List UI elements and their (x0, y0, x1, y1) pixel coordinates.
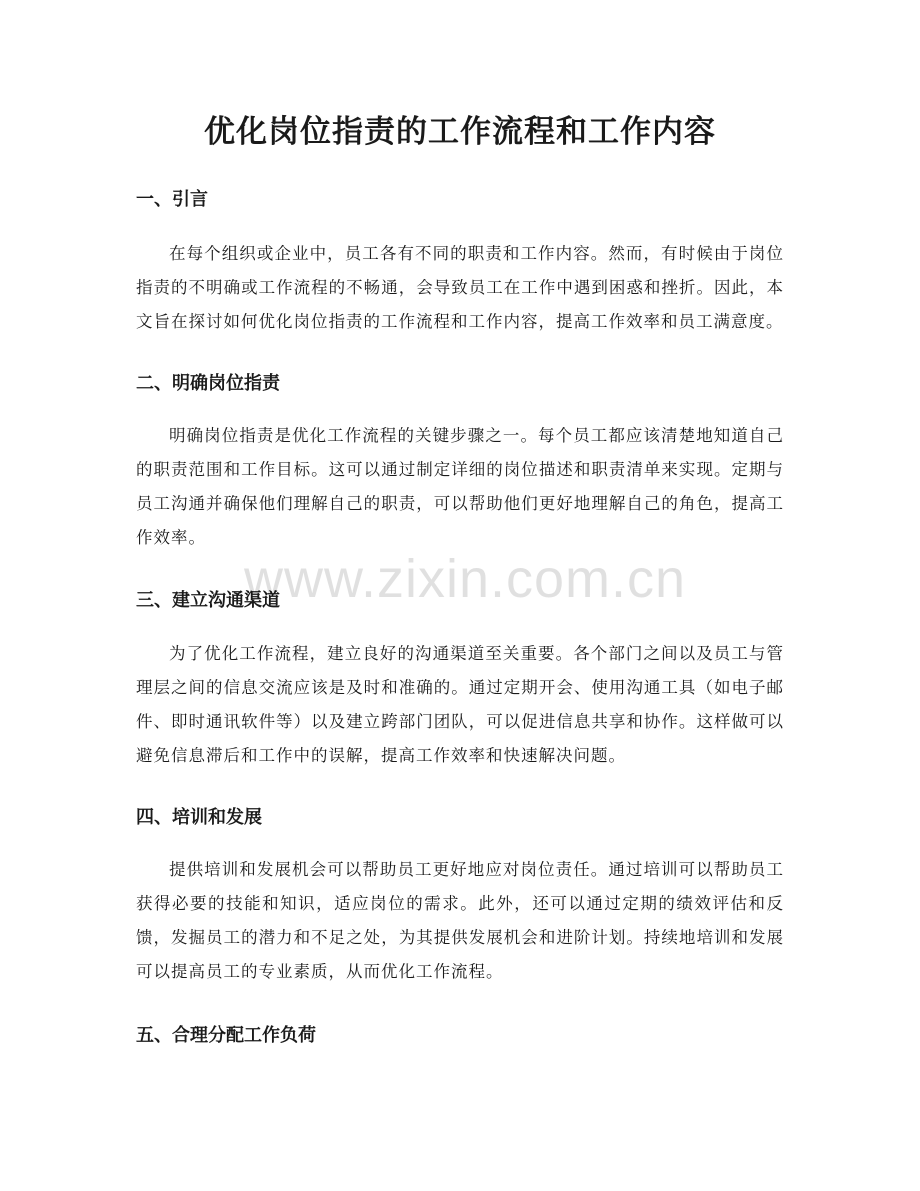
section-workload-allocation (136, 1021, 784, 1051)
section-heading: 三、建立沟通渠道 (136, 590, 280, 611)
section-communication-channels (136, 586, 784, 773)
section-heading: 一、引言 (136, 189, 208, 210)
section-paragraph: 明确岗位指责是优化工作流程的关键步骤之一。每个员工都应该清楚地知道自己的职责范围和工作目标。这可以通过制定详细的岗位描述和职责清单来实现。定期与员工沟通并确保他们理解自己的职责，可以帮助他们更好地理解自己的角色，提高工作效率。 (136, 426, 784, 547)
section-heading: 四、培训和发展 (136, 807, 262, 828)
section-training-development (136, 803, 784, 989)
section-heading: 五、合理分配工作负荷 (136, 1025, 316, 1046)
section-paragraph: 在每个组织或企业中，员工各有不同的职责和工作内容。然而，有时候由于岗位指责的不明确或工作流程的不畅通，会导致员工在工作中遇到困惑和挫折。因此，本文旨在探讨如何优化岗位指责的工作流程和工作内容，提高工作效率和员工满意度。 (136, 244, 784, 331)
section-clarify-responsibilities (136, 369, 784, 555)
section-introduction (136, 185, 784, 339)
section-paragraph: 提供培训和发展机会可以帮助员工更好地应对岗位责任。通过培训可以帮助员工获得必要的技能和知识，适应岗位的需求。此外，还可以通过定期的绩效评估和反馈，发掘员工的潜力和不足之处，为其提供发展机会和进阶计划。持续地培训和发展可以提高员工的专业素质，从而优化工作流程。 (136, 860, 784, 981)
section-heading: 二、明确岗位指责 (136, 373, 280, 394)
document-title: 优化岗位指责的工作流程和工作内容 (204, 114, 716, 150)
section-paragraph: 为了优化工作流程，建立良好的沟通渠道至关重要。各个部门之间以及员工与管理层之间的信息交流应该是及时和准确的。通过定期开会、使用沟通工具（如电子邮件、即时通讯软件等）以及建立跨部门团队，可以促进信息共享和协作。这样做可以避免信息滞后和工作中的误解，提高工作效率和快速解决问题。 (136, 644, 784, 765)
watermark: www.zixin.com.cn (243, 549, 687, 609)
